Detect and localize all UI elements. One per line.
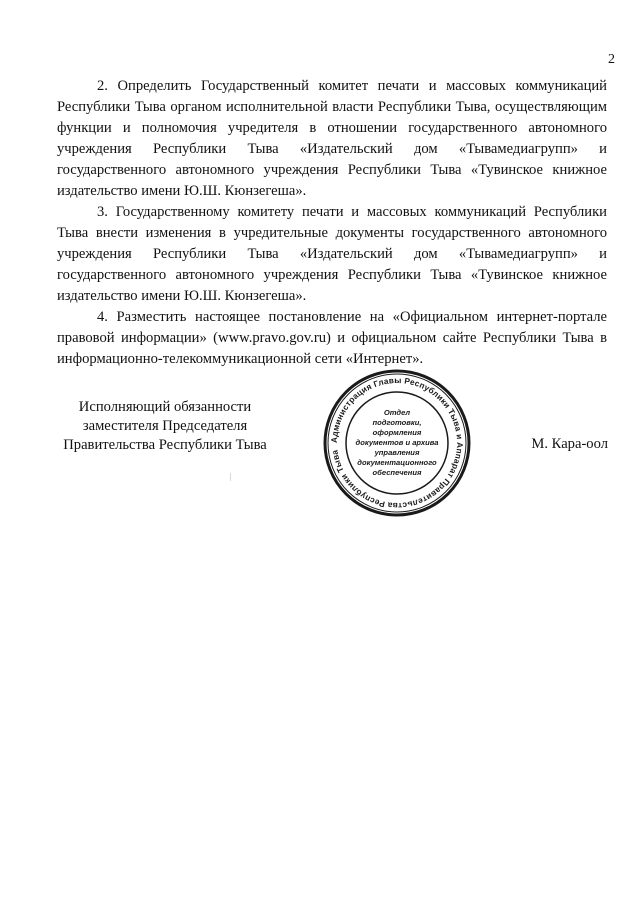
seal-center-line-2: подготовки, [372, 418, 422, 427]
page-number: 2 [608, 52, 615, 67]
seal-graphic [322, 368, 472, 518]
signatory-title-line-2: заместителя Председателя [82, 418, 248, 434]
seal-center-line-1: Отдел [383, 408, 411, 417]
signatory-title-line-1: Исполняющий обязанности [78, 399, 252, 415]
paragraph-2: 2. Определить Государственный комитет печати и массовых коммуникаций Республики Тыва органом исполнительной власти Республики Тыва, осуществляющим функции и полномочия учредителя в отношении государственного автономного учреждения Республики Тыва «Издательский дом «Тывамедиагрупп» и государственного автономного учреждения Республики Тыва «Тувинское книжное издательство имени Ю.Ш. Кюнзегеша». [57, 78, 607, 199]
seal-center-line-6: документационного [357, 458, 437, 467]
seal-center-line-3: оформления [372, 428, 422, 437]
document-body [57, 76, 607, 370]
seal-center-line-4: документов и архива [355, 438, 439, 447]
paragraph-4: 4. Разместить настоящее постановление на «Официальном интернет-портале правовой информации» (www.pravo.gov.ru) и официальном сайте Республики Тыва в информационно-телекоммуникационной сети «Интернет». [57, 309, 607, 367]
seal-ring-text: Администрация Главы Республики Тыва и Аппарат Правительства Республики Тыва [328, 374, 466, 512]
paragraph-3: 3. Государственному комитету печати и массовых коммуникаций Республики Тыва внести изменения в учредительные документы государственного автономного учреждения Республики Тыва «Издательский дом «Тывамедиагрупп» и государственного автономного учреждения Республики Тыва «Тувинское книжное издательство имени Ю.Ш. Кюнзегеша». [57, 204, 607, 304]
scan-mark [230, 473, 231, 481]
seal-center-line-5: управления [374, 448, 420, 457]
seal-center-text [356, 408, 439, 477]
signatory-title-line-3: Правительства Республики Тыва [63, 437, 267, 453]
seal-center-line-7: обеспечения [372, 468, 422, 477]
signatory-name: М. Кара-оол [531, 436, 608, 452]
official-seal [322, 368, 472, 518]
signatory-title [57, 398, 273, 455]
